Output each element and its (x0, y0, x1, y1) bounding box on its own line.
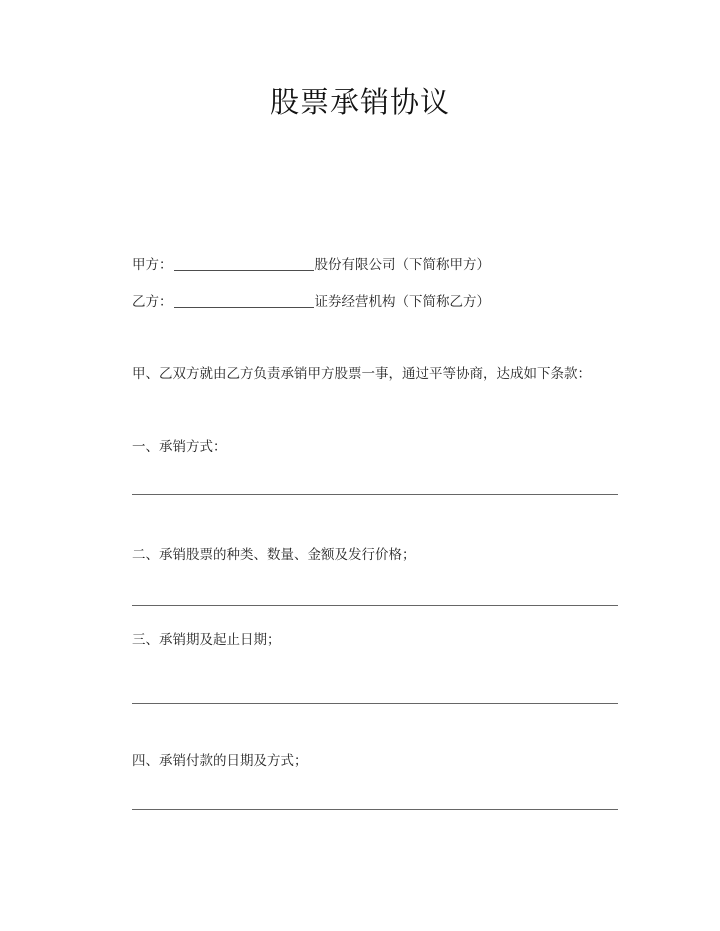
clause-item-4: 四、承销付款的日期及方式； (132, 753, 308, 768)
answer-rule-2 (132, 605, 618, 606)
party-line-yifang (132, 292, 618, 312)
party-label-jiafang: 甲方： (132, 257, 173, 272)
answer-rule-4 (132, 809, 618, 810)
clause-item-3: 三、承销期及起止日期； (132, 632, 281, 647)
answer-rule-3 (132, 703, 618, 704)
intro-paragraph: 甲、乙双方就由乙方负责承销甲方股票一事，通过平等协商，达成如下条款： (132, 366, 591, 381)
party-suffix-yifang: 证券经营机构（下简称乙方） (314, 294, 490, 309)
party-blank-jiafang[interactable] (174, 257, 314, 271)
clause-item-2: 二、承销股票的种类、数量、金额及发行价格； (132, 547, 416, 562)
party-label-yifang: 乙方： (132, 294, 173, 309)
party-blank-yifang[interactable] (174, 294, 314, 308)
document-body (132, 255, 618, 810)
party-suffix-jiafang: 股份有限公司（下简称甲方） (314, 257, 490, 272)
answer-rule-1 (132, 494, 618, 495)
clause-item-1: 一、承销方式： (132, 439, 227, 454)
page-title: 股票承销协议 (269, 87, 450, 119)
party-line-jiafang (132, 255, 618, 275)
